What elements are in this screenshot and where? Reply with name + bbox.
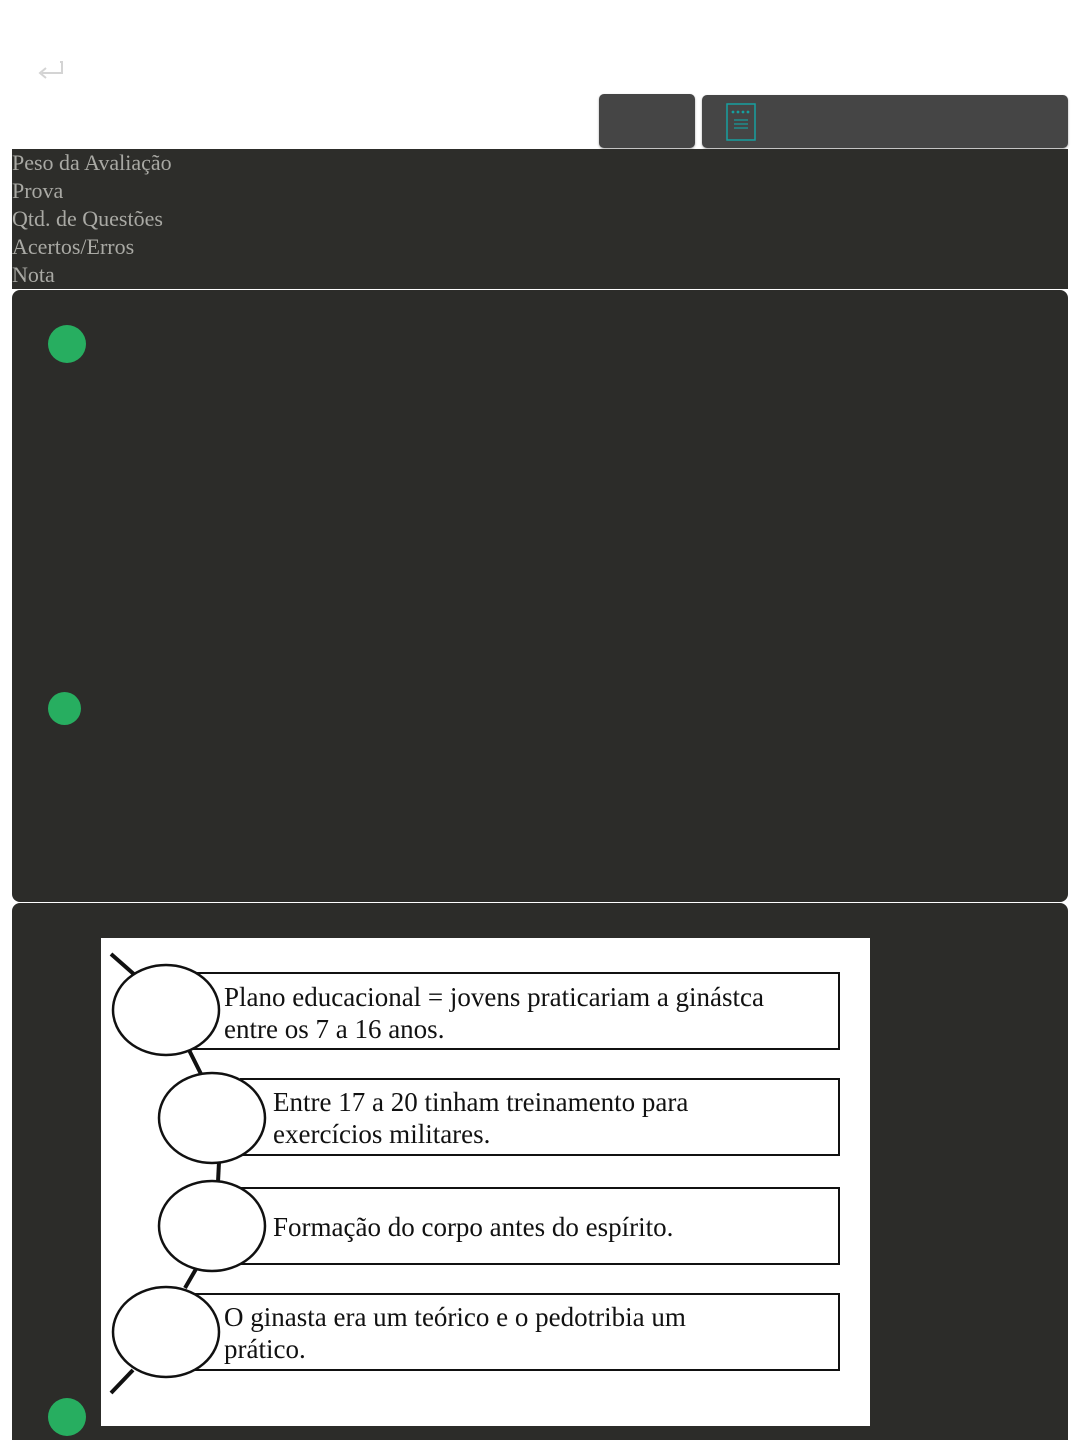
- summary-label-question-count: Qtd. de Questões: [12, 206, 163, 231]
- question-panel: [12, 290, 1068, 902]
- summary-label-hits-misses: Acertos/Erros: [12, 234, 135, 259]
- correct-status-icon: [48, 325, 86, 363]
- return-arrow-icon: [34, 58, 66, 80]
- question-figure: [101, 938, 870, 1426]
- figure-item-text: Formação do corpo antes do espírito.: [273, 1212, 674, 1242]
- toolbar-button[interactable]: [599, 94, 695, 148]
- evaluation-summary: [12, 149, 1068, 289]
- correct-status-icon: [48, 1398, 86, 1436]
- summary-label-weight: Peso da Avaliação: [12, 150, 172, 175]
- back-link[interactable]: [34, 58, 66, 80]
- summary-label-grade: Nota: [12, 262, 55, 287]
- document-button[interactable]: [702, 95, 1068, 148]
- figure-item-text: Plano educacional = jovens praticariam a ginástca entre os 7 a 16 anos.: [224, 982, 765, 1044]
- document-icon: [726, 103, 756, 141]
- correct-status-icon: [48, 692, 81, 725]
- figure-item-text: Entre 17 a 20 tinham treinamento para exercícios militares.: [273, 1087, 689, 1149]
- summary-label-exam: Prova: [12, 178, 64, 203]
- figure-item-text: O ginasta era um teórico e o pedotribia um prático.: [224, 1302, 686, 1364]
